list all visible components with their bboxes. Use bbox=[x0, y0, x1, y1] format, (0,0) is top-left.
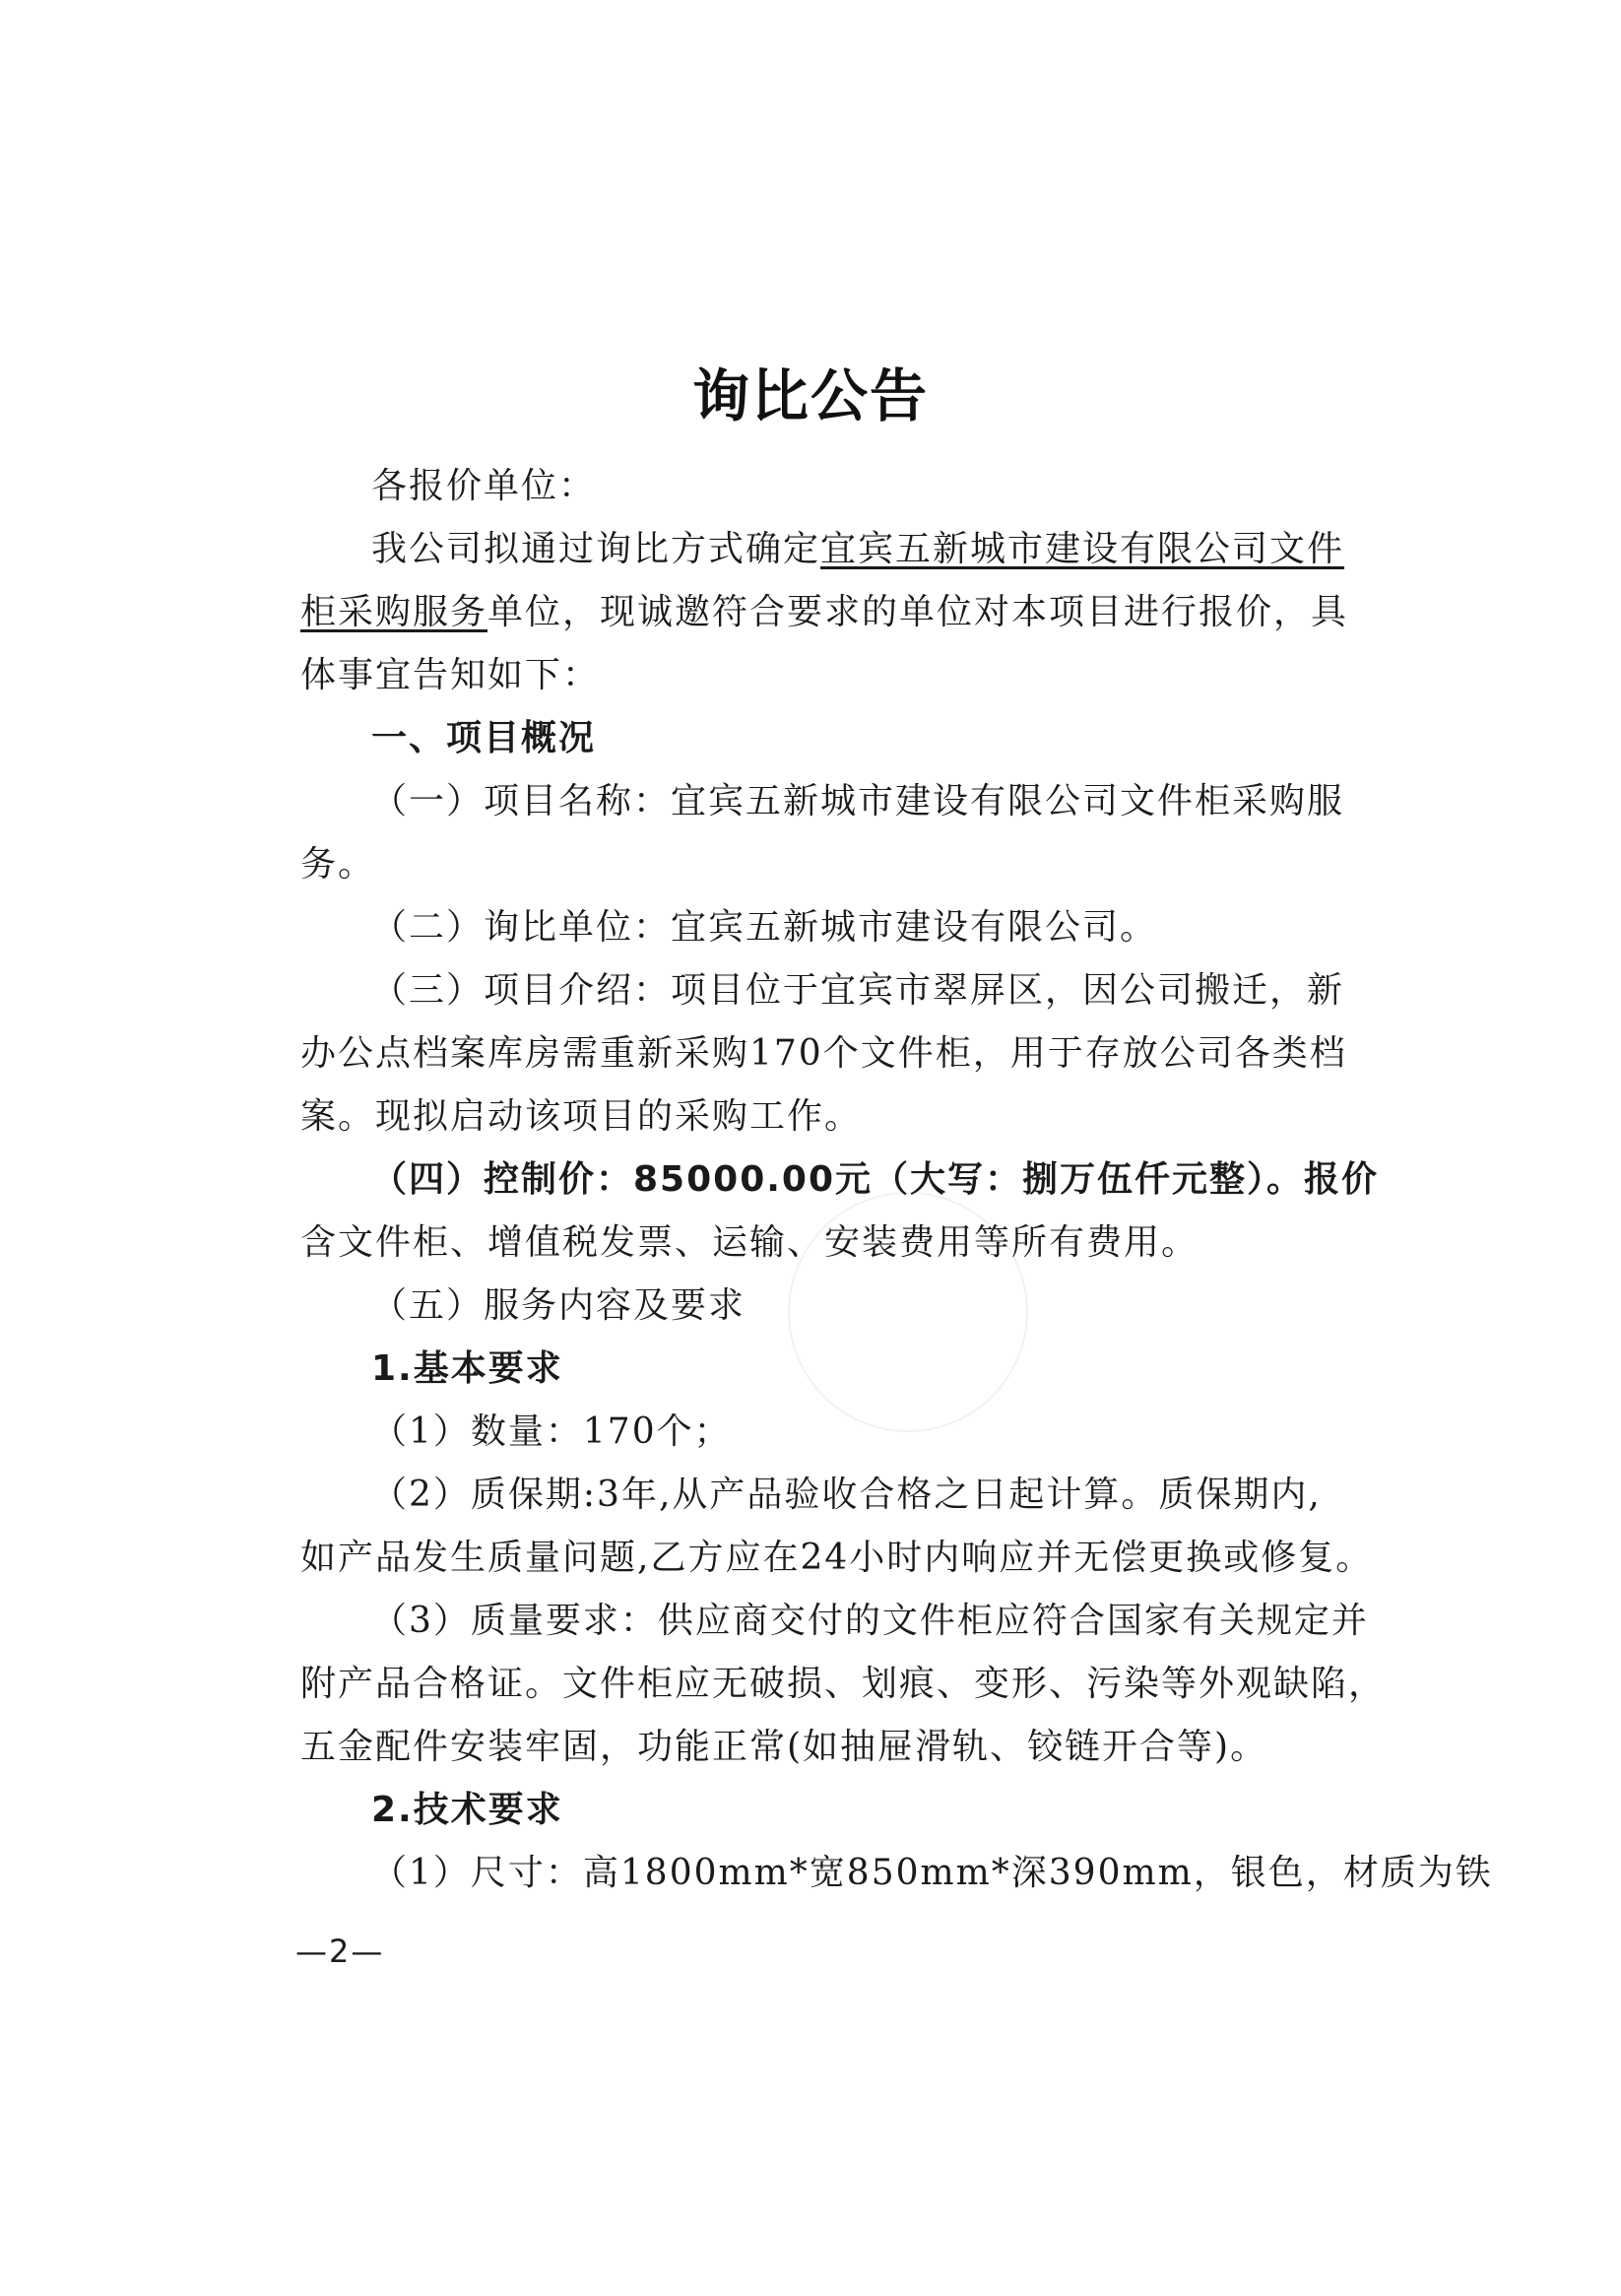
basic-requirements-heading: 1.基本要求 bbox=[371, 1348, 563, 1389]
greeting: 各报价单位： bbox=[371, 466, 597, 506]
item-project-name-line-2: 务。 bbox=[300, 844, 376, 885]
intro-text-cont: 单位，现诚邀符合要求的单位对本项目进行报价，具 bbox=[487, 592, 1349, 632]
item-project-intro-line-2: 办公点档案库房需重新采购170个文件柜，用于存放公司各类档 bbox=[300, 1033, 1347, 1074]
basic-req-quality-line-2: 附产品合格证。文件柜应无破损、划痕、变形、污染等外观缺陷， bbox=[300, 1664, 1387, 1704]
section-heading-overview: 一、项目概况 bbox=[371, 718, 597, 758]
item-project-intro-line-3: 案。现拟启动该项目的采购工作。 bbox=[300, 1096, 863, 1137]
item-control-price-line-2: 含文件柜、增值税发票、运输、安装费用等所有费用。 bbox=[300, 1222, 1200, 1263]
intro-line-2 bbox=[300, 581, 1349, 644]
basic-req-quality-line-1: （3）质量要求：供应商交付的文件柜应符合国家有关规定并 bbox=[371, 1601, 1369, 1641]
intro-line-1 bbox=[300, 518, 1345, 581]
project-name-underlined: 宜宾五新城市建设有限公司文件 bbox=[820, 529, 1345, 569]
item-project-name-line-1: （一）项目名称：宜宾五新城市建设有限公司文件柜采购服 bbox=[371, 781, 1345, 821]
item-service-requirements: （五）服务内容及要求 bbox=[371, 1285, 746, 1326]
item-control-price-line-1: （四）控制价：85000.00元（大写：捌万伍仟元整）。报价 bbox=[371, 1159, 1380, 1200]
basic-req-warranty-line-1: （2）质保期:3年,从产品验收合格之日起计算。质保期内, bbox=[371, 1475, 1322, 1515]
project-name-underlined-cont: 柜采购服务 bbox=[300, 592, 488, 632]
technical-requirements-heading: 2.技术要求 bbox=[371, 1790, 563, 1830]
intro-line-3: 体事宜告知如下： bbox=[300, 655, 601, 695]
intro-text: 我公司拟通过询比方式确定 bbox=[371, 529, 821, 569]
document-body bbox=[300, 455, 1493, 1905]
item-project-intro-line-1: （三）项目介绍：项目位于宜宾市翠屏区，因公司搬迁，新 bbox=[371, 970, 1345, 1011]
page-title: 询比公告 bbox=[691, 362, 929, 429]
basic-req-quantity: （1）数量：170个； bbox=[371, 1411, 732, 1452]
basic-req-warranty-line-2: 如产品发生质量问题,乙方应在24小时内响应并无偿更换或修复。 bbox=[300, 1538, 1374, 1578]
item-inquiry-unit: （二）询比单位：宜宾五新城市建设有限公司。 bbox=[371, 907, 1158, 948]
tech-req-size: （1）尺寸：高1800mm*宽850mm*深390mm，银色，材质为铁 bbox=[371, 1853, 1493, 1893]
basic-req-quality-line-3: 五金配件安装牢固，功能正常(如抽屉滑轨、铰链开合等)。 bbox=[300, 1727, 1268, 1767]
page-number: —2— bbox=[295, 1933, 385, 1970]
